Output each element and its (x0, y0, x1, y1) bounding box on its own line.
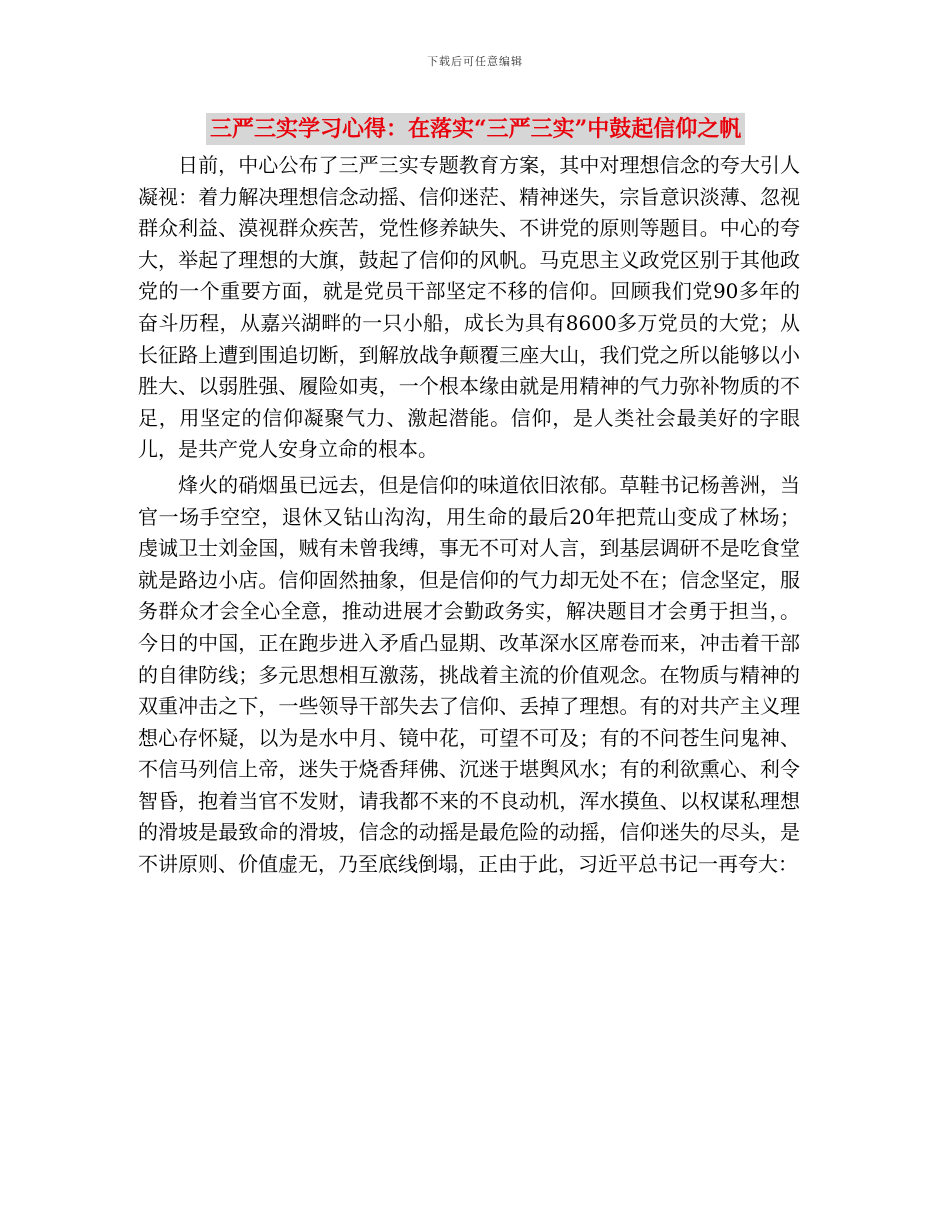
paragraph-2: 烽火的硝烟虽已远去，但是信仰的味道依旧浓郁。草鞋书记杨善洲，当官一场手空空，退休又钻山沟沟，用生命的最后20年把荒山变成了林场；虔诚卫士刘金国，贼有未曾我缚，事无不可对人言，到基层调研不是吃食堂就是路边小店。信仰固然抽象，但是信仰的气力却无处不在；信念坚定，服务群众才会全心全意，推动进展才会勤政务实，解决题目才会勇于担当，。今日的中国，正在跑步进入矛盾凸显期、改革深水区席卷而来，冲击着干部的自律防线；多元思想相互激荡，挑战着主流的价值观念。在物质与精神的双重冲击之下，一些领导干部失去了信仰、丢掉了理想。有的对共产主义理想心存怀疑，以为是水中月、镜中花，可望不可及；有的不问苍生问鬼神、不信马列信上帝，迷失于烧香拜佛、沉迷于堪舆风水；有的利欲熏心、利令智昏，抱着当官不发财，请我都不来的不良动机，浑水摸鱼、以权谋私理想的滑坡是最致命的滑坡，信念的动摇是最危险的动摇，信仰迷失的尽头，是不讲原则、价值虚无，乃至底线倒塌，正由于此，习近平总书记一再夸大： (138, 472, 800, 877)
document-title: 三严三实学习心得：在落实“三严三实”中鼓起信仰之帆 (206, 113, 745, 145)
header-note: 下载后可任意编辑 (427, 55, 523, 68)
paragraph-1: 日前，中心公布了三严三实专题教育方案，其中对理想信念的夸大引人凝视：着力解决理想信念动摇、信仰迷茫、精神迷失，宗旨意识淡薄、忽视群众利益、漠视群众疾苦，党性修养缺失、不讲党的原则等题目。中心的夸大，举起了理想的大旗，鼓起了信仰的风帆。马克思主义政党区别于其他政党的一个重要方面，就是党员干部坚定不移的信仰。回顾我们党90多年的奋斗历程，从嘉兴湖畔的一只小船，成长为具有8600多万党员的大党；从长征路上遭到围追切断，到解放战争颠覆三座大山，我们党之所以能够以小胜大、以弱胜强、履险如夷，一个根本缘由就是用精神的气力弥补物质的不足，用坚定的信仰凝聚气力、激起潜能。信仰，是人类社会最美好的字眼儿，是共产党人安身立命的根本。 (138, 153, 800, 462)
document-body (138, 150, 800, 881)
